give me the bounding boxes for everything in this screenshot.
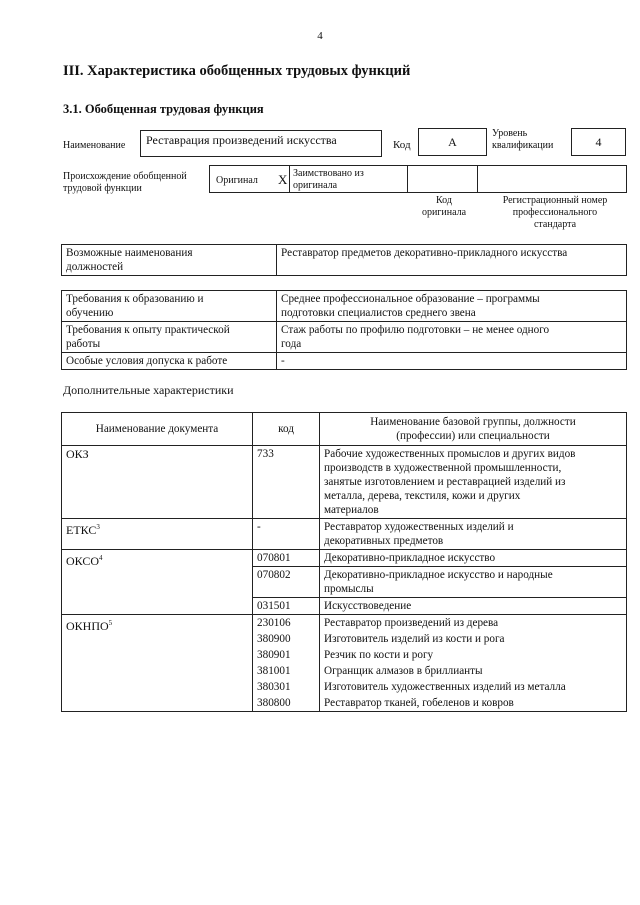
table-row: ЕТКС$^3$ - Реставратор художественных изделий и декоративных предметов bbox=[62, 519, 627, 550]
level-label: Уровень квалификации bbox=[492, 128, 554, 151]
table-row: ОКНПО$^5$ 230106 Реставратор произведений из дерева bbox=[62, 615, 627, 632]
subsection-title: 3.1. Обобщенная трудовая функция bbox=[63, 102, 264, 116]
requirement-row: Требования к образованию и обучению Среднее профессиональное образование – программы подготовки специалистов среднего звена bbox=[62, 291, 627, 322]
table-header-row bbox=[62, 413, 627, 446]
code-original-caption: Код оригинала bbox=[421, 195, 467, 218]
requirements-table bbox=[61, 290, 627, 370]
table-row: 380800 Реставратор тканей, гобеленов и ковров bbox=[62, 695, 627, 712]
table-row: 070802 Декоративно-прикладное искусство и народные промыслы bbox=[62, 567, 627, 598]
function-name-value: Реставрация произведений искусства bbox=[146, 133, 337, 147]
code-label: Код bbox=[393, 139, 411, 151]
borrowed-label: Заимствовано из оригинала bbox=[293, 168, 364, 191]
original-label: Оригинал bbox=[216, 175, 258, 186]
table-row: ОКСО$^4$ 070801 Декоративно-прикладное искусство bbox=[62, 550, 627, 567]
original-mark: X bbox=[278, 172, 288, 187]
section-title: III. Характеристика обобщенных трудовых функций bbox=[63, 63, 411, 79]
additional-table bbox=[61, 412, 627, 712]
function-name-box bbox=[140, 130, 382, 157]
positions-label: Возможные наименования должностей bbox=[62, 245, 277, 276]
table-row: 380301 Изготовитель художественных изделий из металла bbox=[62, 679, 627, 695]
origin-label: Происхождение обобщенной трудовой функции bbox=[63, 171, 187, 194]
additional-title: Дополнительные характеристики bbox=[63, 383, 234, 397]
level-box bbox=[571, 128, 626, 156]
origin-table bbox=[209, 165, 627, 193]
positions-value: Реставратор предметов декоративно-прикладного искусства bbox=[277, 245, 627, 276]
name-label: Наименование bbox=[63, 140, 126, 151]
requirement-row: Особые условия допуска к работе - bbox=[62, 353, 627, 370]
requirement-row: Требования к опыту практической работы Стаж работы по профилю подготовки – не менее одного года bbox=[62, 322, 627, 353]
table-row: 380900 Изготовитель изделий из кости и рога bbox=[62, 631, 627, 647]
code-box bbox=[418, 128, 487, 156]
table-row: 381001 Огранщик алмазов в бриллианты bbox=[62, 663, 627, 679]
header-doc: Наименование документа bbox=[62, 413, 253, 446]
page-number: 4 bbox=[317, 30, 323, 42]
positions-table bbox=[61, 244, 627, 276]
header-code: код bbox=[253, 413, 320, 446]
table-row: ОКЗ 733 Рабочие художественных промыслов и других видов производств в художественной промышленности, занятые изготовлением и реставрацией изделий из металла, дерева, текстиля, кожи и других материалов bbox=[62, 446, 627, 519]
level-value: 4 bbox=[595, 135, 602, 149]
registration-caption: Регистрационный номер профессионального стандарта bbox=[502, 195, 608, 230]
code-value: А bbox=[448, 135, 457, 149]
table-row: 031501 Искусствоведение bbox=[62, 598, 627, 615]
table-row: 380901 Резчик по кости и рогу bbox=[62, 647, 627, 663]
header-name: Наименование базовой группы, должности (профессии) или специальности bbox=[320, 413, 627, 446]
